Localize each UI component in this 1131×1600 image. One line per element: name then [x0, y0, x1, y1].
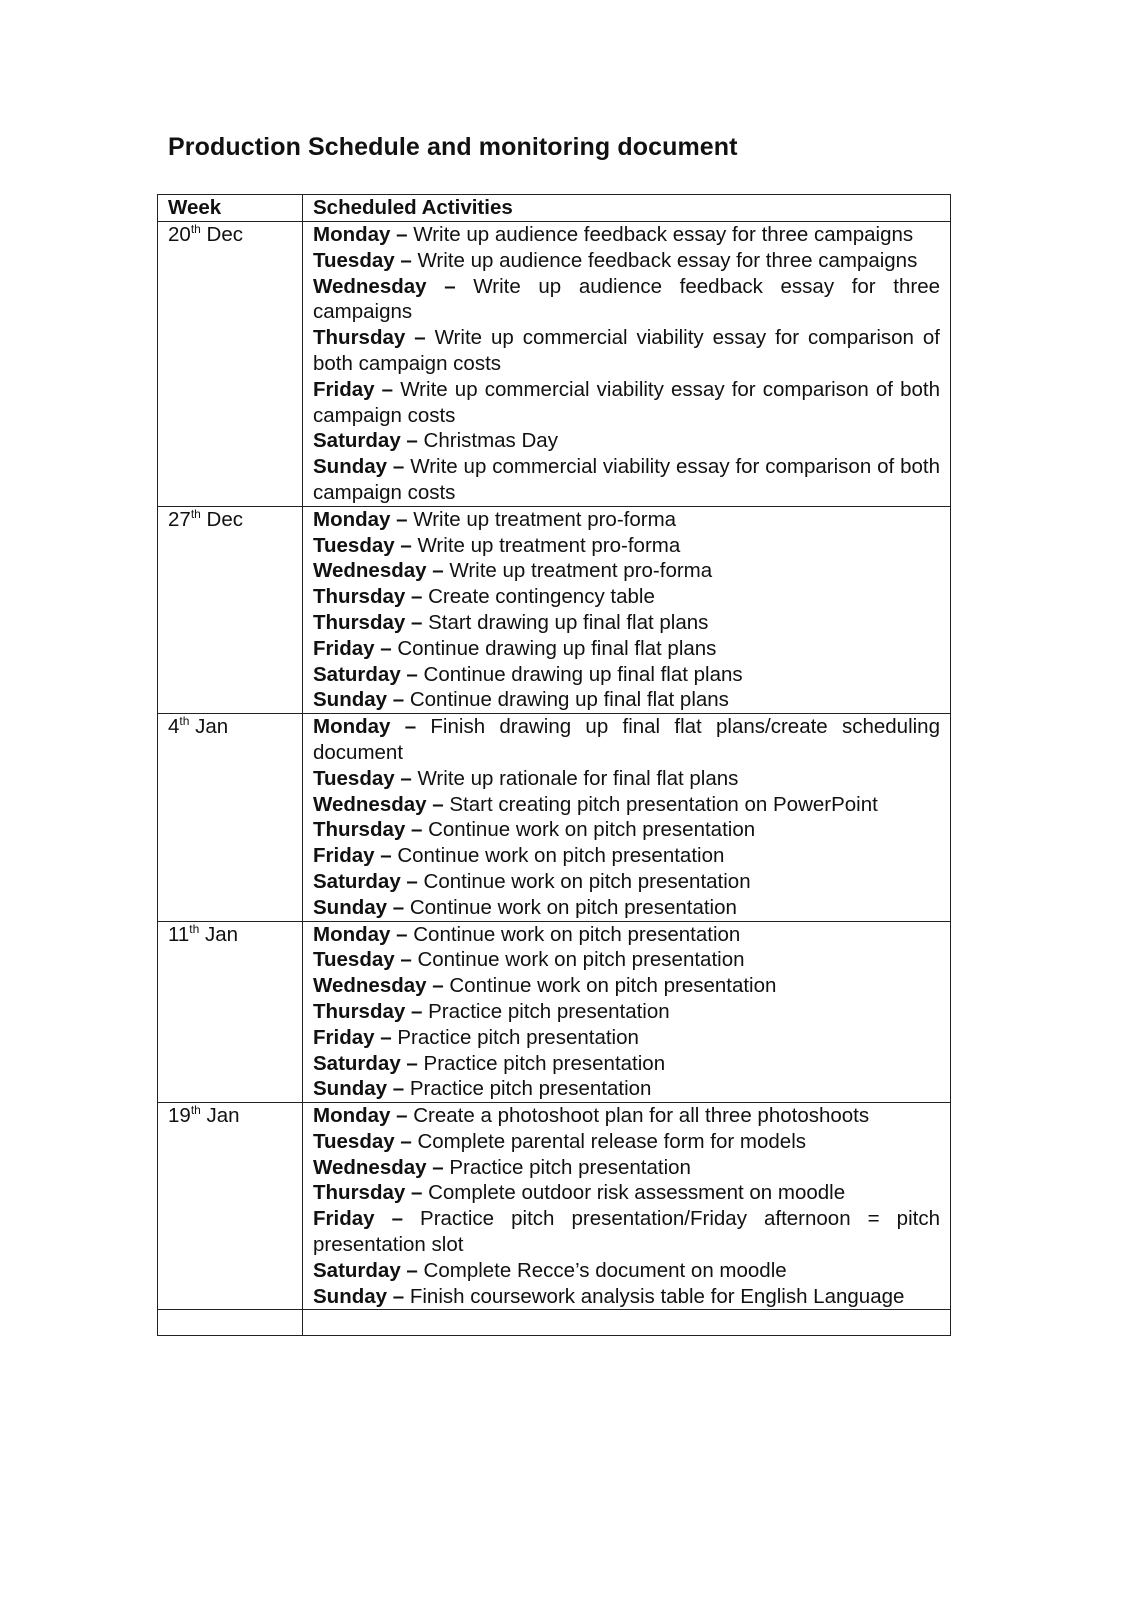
activity-text: Create a photoshoot plan for all three photoshoots: [413, 1104, 870, 1128]
activity-day: Thursday –: [313, 326, 426, 350]
activity-item: [313, 507, 940, 533]
week-month: Jan: [206, 1104, 240, 1128]
activity-day: Tuesday –: [313, 766, 412, 790]
activity-day: Saturday –: [313, 869, 418, 893]
week-cell: [158, 222, 303, 507]
week-ordinal-suffix: th: [179, 714, 190, 729]
activity-text: Write up commercial viability essay for comparison of both campaign costs: [313, 455, 940, 504]
activity-text: Start creating pitch presentation on PowerPoint: [449, 792, 878, 816]
activity-item: [313, 817, 940, 843]
activity-day: Monday –: [313, 715, 417, 739]
activity-text: Continue work on pitch presentation: [449, 974, 777, 998]
schedule-table: [157, 194, 951, 1336]
week-month: Jan: [205, 922, 239, 946]
activity-text: Write up treatment pro-forma: [449, 559, 713, 583]
activity-text: Continue work on pitch presentation: [413, 922, 741, 946]
activity-text: Write up treatment pro-forma: [417, 533, 681, 557]
activity-day: Saturday –: [313, 662, 418, 686]
table-row: [158, 222, 951, 507]
activity-text: Continue work on pitch presentation: [397, 844, 725, 868]
activity-item: [313, 1051, 940, 1077]
activity-day: Monday –: [313, 1104, 408, 1128]
table-row: [158, 506, 951, 713]
activity-text: Continue work on pitch presentation: [428, 818, 756, 842]
activity-day: Wednesday –: [313, 974, 444, 998]
week-day-number: 11: [168, 922, 190, 946]
activity-item: [313, 1284, 940, 1310]
empty-table-row: [158, 1310, 951, 1336]
activity-day: Thursday –: [313, 610, 423, 634]
activity-item: [313, 922, 940, 948]
activity-text: Finish drawing up final flat plans/create scheduling document: [313, 715, 940, 764]
week-day-number: 19: [168, 1104, 191, 1128]
week-cell: [158, 714, 303, 921]
activity-day: Tuesday –: [313, 1129, 412, 1153]
activity-item: [313, 792, 940, 818]
activity-day: Wednesday –: [313, 559, 444, 583]
activity-day: Saturday –: [313, 1051, 418, 1075]
activity-item: [313, 1025, 940, 1051]
week-month: Dec: [206, 507, 243, 531]
activity-day: Monday –: [313, 922, 408, 946]
page-title: Production Schedule and monitoring document: [168, 133, 738, 161]
activity-text: Continue drawing up final flat plans: [409, 688, 729, 712]
header-row: [158, 195, 951, 222]
activity-item: [313, 636, 940, 662]
activities-cell: [303, 222, 951, 507]
activity-item: [313, 325, 940, 377]
activity-text: Write up audience feedback essay for three campaigns: [313, 274, 941, 324]
activities-cell: [303, 921, 951, 1103]
activity-item: [313, 869, 940, 895]
activity-text: Practice pitch presentation: [423, 1051, 666, 1075]
activity-day: Tuesday –: [313, 248, 412, 272]
activity-day: Wednesday –: [313, 792, 444, 816]
activity-day: Friday –: [313, 377, 394, 401]
activity-day: Monday –: [313, 223, 408, 246]
activity-day: Friday –: [313, 1025, 392, 1049]
week-ordinal-suffix: th: [190, 506, 201, 521]
activity-day: Friday –: [313, 1207, 403, 1231]
activity-item: [313, 662, 940, 688]
activity-item: [313, 1155, 940, 1181]
activity-text: Create contingency table: [428, 585, 655, 609]
table-row: [158, 921, 951, 1103]
activity-day: Wednesday –: [313, 274, 456, 298]
activity-text: Practice pitch presentation: [397, 1025, 639, 1049]
activity-text: Complete Recce’s document on moodle: [423, 1258, 787, 1282]
week-month: Dec: [206, 223, 243, 246]
activity-item: [313, 1129, 940, 1155]
activities-cell: [303, 1103, 951, 1310]
table-row: [158, 1103, 951, 1310]
activity-item: [313, 766, 940, 792]
activity-day: Sunday –: [313, 688, 405, 712]
activities-cell: [303, 714, 951, 921]
activities-cell: [303, 506, 951, 713]
week-cell: [158, 921, 303, 1103]
activity-text: Start drawing up final flat plans: [428, 610, 709, 634]
activity-item: [313, 947, 940, 973]
activity-day: Sunday –: [313, 895, 405, 919]
activity-item: [313, 274, 940, 326]
activity-item: [313, 1206, 940, 1258]
activity-item: [313, 533, 940, 559]
activity-item: [313, 610, 940, 636]
activity-day: Sunday –: [313, 455, 405, 479]
activity-day: Friday –: [313, 636, 392, 660]
activity-item: [313, 687, 940, 713]
activity-text: Write up rationale for final flat plans: [417, 766, 739, 790]
activity-day: Tuesday –: [313, 533, 412, 557]
activity-day: Friday –: [313, 844, 392, 868]
activity-day: Wednesday –: [313, 1155, 444, 1179]
activity-day: Thursday –: [313, 585, 423, 609]
week-day-number: 27: [168, 507, 191, 531]
activity-text: Write up commercial viability essay for comparison of both campaign costs: [313, 377, 940, 427]
week-ordinal-suffix: th: [190, 222, 201, 236]
activities-header: Scheduled Activities: [303, 195, 951, 222]
activity-day: Thursday –: [313, 1181, 423, 1205]
activity-item: [313, 999, 940, 1025]
activity-text: Continue drawing up final flat plans: [423, 662, 743, 686]
activity-text: Continue drawing up final flat plans: [397, 636, 717, 660]
activity-item: [313, 428, 940, 454]
activity-text: Continue work on pitch presentation: [423, 869, 751, 893]
activity-item: [313, 843, 940, 869]
activity-text: Continue work on pitch presentation: [417, 948, 745, 972]
activity-text: Write up audience feedback essay for three campaigns: [417, 248, 918, 272]
activity-text: Continue work on pitch presentation: [409, 895, 737, 919]
week-day-number: 4: [168, 715, 180, 739]
activity-text: Christmas Day: [423, 429, 558, 453]
activity-item: [313, 222, 940, 248]
activity-day: Sunday –: [313, 1284, 405, 1308]
activity-item: [313, 1180, 940, 1206]
activity-text: Complete parental release form for models: [417, 1129, 806, 1153]
week-cell: [158, 506, 303, 713]
activity-day: Thursday –: [313, 999, 423, 1023]
activity-item: [313, 454, 940, 506]
activity-item: [313, 1258, 940, 1284]
activity-item: [313, 1103, 940, 1129]
week-month: Jan: [195, 715, 229, 739]
activity-text: Write up audience feedback essay for three campaigns: [413, 223, 914, 246]
week-ordinal-suffix: th: [189, 921, 200, 936]
activity-day: Saturday –: [313, 429, 418, 453]
activity-item: [313, 895, 940, 921]
activity-text: Practice pitch presentation: [428, 999, 670, 1023]
activity-text: Write up treatment pro-forma: [413, 507, 677, 531]
empty-week-cell: [158, 1310, 303, 1336]
week-cell: [158, 1103, 303, 1310]
activity-text: Write up commercial viability essay for comparison of both campaign costs: [313, 326, 940, 375]
week-ordinal-suffix: th: [190, 1103, 201, 1118]
activity-item: [313, 248, 940, 274]
activity-text: Practice pitch presentation: [409, 1077, 652, 1101]
week-day-number: 20: [168, 223, 191, 246]
activity-text: Practice pitch presentation/Friday afternoon = pitch presentation slot: [313, 1207, 940, 1257]
activity-text: Practice pitch presentation: [449, 1155, 691, 1179]
activity-item: [313, 1076, 940, 1102]
table-row: [158, 714, 951, 921]
activity-item: [313, 973, 940, 999]
activity-day: Monday –: [313, 507, 408, 531]
activity-item: [313, 714, 940, 766]
empty-activities-cell: [303, 1310, 951, 1336]
activity-day: Thursday –: [313, 818, 423, 842]
activity-text: Finish coursework analysis table for English Language: [409, 1284, 905, 1308]
activity-day: Tuesday –: [313, 948, 412, 972]
activity-item: [313, 558, 940, 584]
activity-day: Saturday –: [313, 1258, 418, 1282]
activity-item: [313, 377, 940, 429]
activity-day: Sunday –: [313, 1077, 405, 1101]
activity-text: Complete outdoor risk assessment on moodle: [428, 1181, 846, 1205]
activity-item: [313, 584, 940, 610]
week-header: Week: [158, 195, 303, 222]
